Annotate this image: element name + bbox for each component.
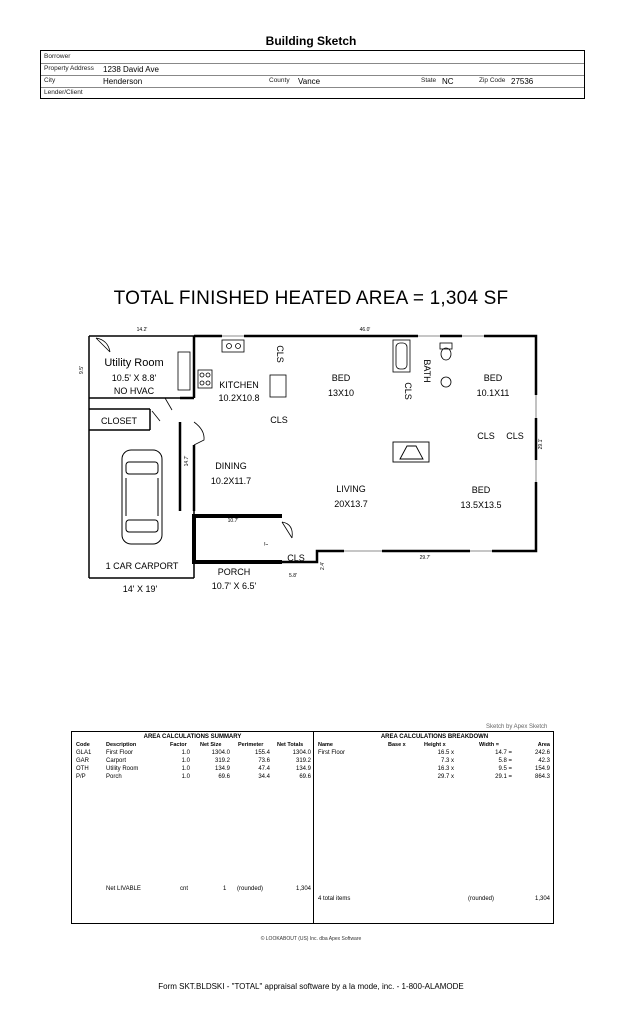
summary-cell: OTH: [76, 766, 89, 772]
summary-cell: Porch: [106, 774, 122, 780]
porch-size: 10.7' X 6.5': [211, 581, 257, 591]
breakdown-cell: 5.8 =: [498, 758, 512, 764]
dining-size: 10.2X11.7: [210, 476, 252, 486]
bed1-size: 13X10: [327, 388, 355, 398]
panel-divider: [313, 732, 314, 923]
heated-area-banner: TOTAL FINISHED HEATED AREA = 1,304 SF: [113, 288, 509, 309]
closet-label-6: CLS: [287, 553, 305, 563]
net-livable-cnt: cnt: [180, 886, 189, 892]
dim-porch-side: 7': [264, 542, 270, 546]
dim-porch-width: 10.7': [227, 518, 239, 524]
net-livable-rounded: (rounded): [237, 886, 264, 892]
page-title: Building Sketch: [265, 34, 357, 48]
city-label: City: [44, 77, 56, 84]
summary-header-description: Description: [106, 742, 137, 748]
summary-cell: 319.2: [295, 758, 311, 764]
summary-cell: First Floor: [106, 750, 133, 756]
net-livable-total: 1,304: [295, 886, 311, 892]
living-size: 20X13.7: [334, 499, 368, 509]
house-walls: [180, 336, 536, 562]
dining-label: DINING: [215, 461, 247, 471]
bed1-label: BED: [331, 373, 351, 383]
breakdown-cell: 864.3: [534, 774, 550, 780]
bed2-label: BED: [483, 373, 503, 383]
closet-label-3: CLS: [403, 382, 413, 400]
summary-cell: 1.0: [181, 750, 190, 756]
bath-label: BATH: [422, 359, 432, 383]
dim-house-width: 46.0': [359, 327, 371, 333]
breakdown-header-area: Area: [537, 742, 550, 748]
breakdown-cell: 29.1 =: [495, 774, 512, 780]
borrower-label: Borrower: [44, 53, 71, 60]
summary-cell: 1304.0: [292, 750, 311, 756]
summary-cell: 73.6: [258, 758, 270, 764]
dim-utility-depth: 9.5': [79, 366, 85, 374]
utility-room-size: 10.5' X 8.8': [111, 373, 157, 383]
breakdown-cell: 242.6: [534, 750, 550, 756]
closet-label-1: CLS: [275, 345, 285, 363]
kitchen-label: KITCHEN: [219, 380, 259, 390]
breakdown-total-items: 4 total items: [318, 896, 351, 902]
dim-house-depth: 29.1': [538, 438, 544, 450]
summary-cell: P/P: [76, 774, 86, 780]
bed3-label: BED: [471, 485, 491, 495]
utility-room-label: Utility Room: [104, 357, 164, 369]
utility-room-note: NO HVAC: [113, 386, 155, 396]
breakdown-cell: 14.7 =: [495, 750, 512, 756]
bed2-size: 10.1X11: [476, 388, 510, 398]
breakdown-name: First Floor: [318, 750, 345, 756]
state-value: NC: [442, 77, 454, 86]
zip-label: Zip Code: [479, 77, 506, 84]
breakdown-total: 1,304: [534, 896, 550, 902]
breakdown-cell: 29.7 x: [437, 774, 454, 780]
breakdown-header-height: Height x: [424, 742, 446, 748]
copyright-note: © LOOKABOUT (US) Inc. dba Apex Software: [260, 936, 362, 942]
summary-cell: 69.6: [218, 774, 230, 780]
breakdown-cell: 16.3 x: [437, 766, 454, 772]
summary-header-factor: Factor: [170, 742, 187, 748]
window-lines: [222, 336, 536, 551]
summary-cell: 134.9: [214, 766, 230, 772]
summary-cell: 34.4: [258, 774, 270, 780]
carport-label: 1 CAR CARPORT: [105, 561, 179, 571]
floor-plan-sketch: [0, 315, 622, 605]
subject-info-box: [40, 50, 585, 99]
state-label: State: [421, 77, 437, 84]
summary-cell: GLA1: [76, 750, 92, 756]
dim-dining-side: 14.7': [184, 455, 190, 467]
bed3-size: 13.5X13.5: [460, 500, 502, 510]
closet-label-5: CLS: [506, 431, 524, 441]
summary-cell: 155.4: [254, 750, 270, 756]
summary-cell: 1.0: [181, 758, 190, 764]
summary-cell: Carport: [106, 758, 127, 764]
net-livable-count: 1: [223, 886, 227, 892]
summary-cell: 319.2: [214, 758, 230, 764]
summary-cell: 1.0: [181, 766, 190, 772]
breakdown-cell: 154.9: [534, 766, 550, 772]
county-value: Vance: [298, 77, 321, 86]
summary-header-net-size: Net Size: [200, 742, 222, 748]
summary-cell: GAR: [76, 758, 90, 764]
porch-label: PORCH: [217, 567, 251, 577]
breakdown-header-width: Width =: [479, 742, 499, 748]
property-label: Property Address: [44, 65, 94, 72]
breakdown-rounded: (rounded): [468, 896, 495, 902]
dim-utility-width: 14.2': [136, 327, 148, 333]
summary-header-perimeter: Perimeter: [238, 742, 264, 748]
sketch-credit: Sketch by Apex Sketch: [486, 724, 548, 730]
zip-value: 27536: [511, 77, 534, 86]
breakdown-cell: 9.5 =: [498, 766, 512, 772]
dim-rear-width: 29.7': [419, 555, 431, 561]
summary-cell: 134.9: [295, 766, 311, 772]
form-footer: Form SKT.BLDSKI - "TOTAL" appraisal software by a la mode, inc. - 1-800-ALAMODE: [158, 982, 464, 991]
lender-row: [41, 87, 584, 99]
summary-title: AREA CALCULATIONS SUMMARY: [143, 734, 242, 740]
breakdown-cell: 16.5 x: [437, 750, 454, 756]
summary-header-net-totals: Net Totals: [277, 742, 304, 748]
car-icon: [122, 450, 162, 544]
county-label: County: [269, 77, 290, 84]
city-value: Henderson: [103, 77, 143, 86]
summary-cell: 1.0: [181, 774, 190, 780]
dim-porch-notch: 5.8': [289, 573, 297, 579]
summary-cell: 47.4: [258, 766, 270, 772]
breakdown-cell: 7.3 x: [440, 758, 454, 764]
summary-cell: 1304.0: [211, 750, 230, 756]
breakdown-cell: 42.3: [538, 758, 550, 764]
dim-offset: 2.4': [320, 562, 326, 570]
window-marks: [222, 336, 536, 551]
lender-label: Lender/Client: [44, 89, 83, 96]
breakdown-header-name: Name: [318, 742, 333, 748]
summary-cell: 69.6: [299, 774, 311, 780]
summary-header-code: Code: [76, 742, 90, 748]
carport-size: 14' X 19': [122, 584, 158, 594]
fireplace: [393, 442, 429, 462]
kitchen-size: 10.2X10.8: [218, 393, 260, 403]
area-calculations-panel: [71, 731, 554, 924]
net-livable-label: Net LIVABLE: [106, 886, 141, 892]
breakdown-title: AREA CALCULATIONS BREAKDOWN: [380, 734, 489, 740]
closet-label: CLOSET: [100, 416, 138, 426]
closet-label-2: CLS: [270, 415, 288, 425]
summary-cell: Utility Room: [106, 766, 139, 772]
breakdown-header-base: Base x: [388, 742, 406, 748]
closet-label-4: CLS: [477, 431, 495, 441]
living-label: LIVING: [336, 484, 366, 494]
property-value: 1238 David Ave: [103, 65, 159, 74]
